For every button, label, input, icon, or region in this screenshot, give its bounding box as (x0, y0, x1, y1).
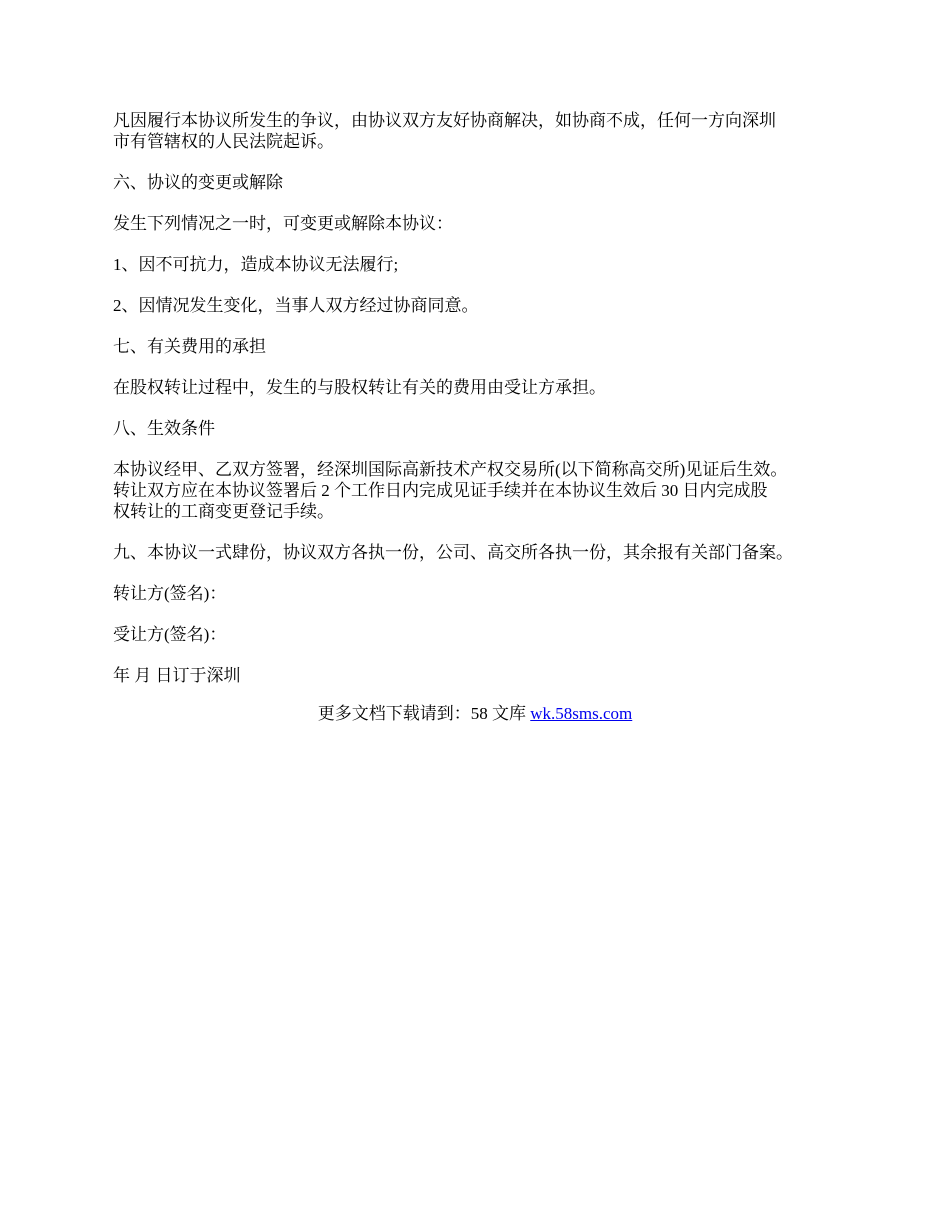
section-8-heading: 八、生效条件 (113, 419, 215, 438)
section-6-heading: 六、协议的变更或解除 (113, 173, 283, 192)
section-7-body: 在股权转让过程中，发生的与股权转让有关的费用由受让方承担。 (113, 378, 606, 397)
footer (0, 703, 950, 725)
transferee-signature-line: 受让方(签名)： (113, 625, 227, 644)
footer-text: 更多文档下载请到：58 文库 (317, 704, 531, 723)
section-6-item-2: 2、因情况发生变化，当事人双方经过协商同意。 (113, 296, 479, 315)
section-8-body: 本协议经甲、乙双方签署，经深圳国际高新技术产权交易所(以下简称高交所)见证后生效。 转让双方应在本协议签署后 2 个工作日内完成见证手续并在本协议生效后 30 日内完成股 权转让的工商变更登记手续。 (113, 460, 788, 521)
footer-link[interactable]: wk.58sms.com (530, 704, 633, 723)
date-place-line: 年 月 日订于深圳 (113, 666, 241, 685)
section-6-intro: 发生下列情况之一时，可变更或解除本协议： (113, 214, 453, 233)
transferor-signature-line: 转让方(签名)： (113, 584, 227, 603)
section-6-item-1: 1、因不可抗力，造成本协议无法履行; (113, 255, 399, 274)
dispute-resolution-paragraph: 凡因履行本协议所发生的争议，由协议双方友好协商解决，如协商不成，任何一方向深圳 市有管辖权的人民法院起诉。 (113, 111, 776, 151)
document-body (113, 110, 853, 706)
section-7-heading: 七、有关费用的承担 (113, 337, 266, 356)
section-9-body: 九、本协议一式肆份，协议双方各执一份，公司、高交所各执一份，其余报有关部门备案。 (113, 543, 793, 562)
